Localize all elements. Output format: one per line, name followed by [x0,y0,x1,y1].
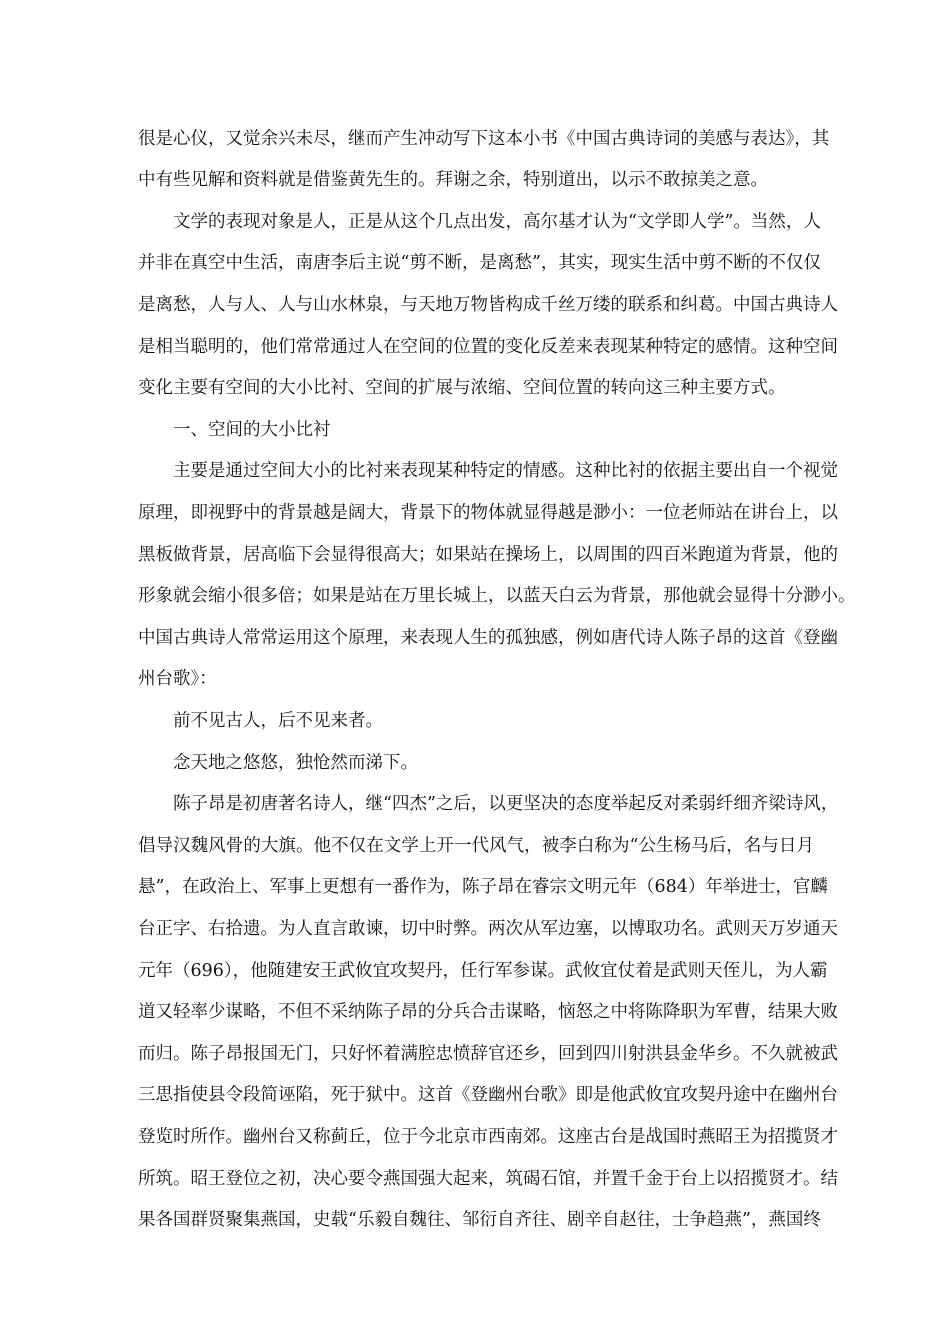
text-line: 很是心仪，又觉余兴未尽，继而产生冲动写下这本小书《中国古典诗词的美感与表达》，其 [138,129,830,149]
text-line: 中国古典诗人常常运用这个原理，来表现人生的孤独感，例如唐代诗人陈子昂的这首《登幽 [138,628,838,648]
poem-line: 念天地之悠悠，独怆然而涕下。 [173,753,418,773]
text-line: 原理，即视野中的背景越是阔大，背景下的物体就显得越是渺小：一位老师站在讲台上，以 [138,503,838,523]
text-line: 州台歌》： [138,669,217,689]
text-line: 主要是通过空间大小的比衬来表现某种特定的情感。这种比衬的依据主要出自一个视觉 [173,461,838,481]
poem-line: 前不见古人，后不见来者。 [173,711,383,731]
text-line: 元年（696），他随建安王武攸宜攻契丹，任行军参谋。武攸宜仗着是武则天侄儿，为人霸 [138,961,828,981]
text-line: 果各国群贤聚集燕国，史载“乐毅自魏往、邹衍自齐往、剧辛自赵往，士争趋燕”，燕国终 [138,1210,821,1230]
text-line: 道又轻率少谋略，不但不采纳陈子昂的分兵合击谋略，恼怒之中将陈降职为军曹，结果大败 [138,1002,838,1022]
text-line: 倡导汉魏风骨的大旗。他不仅在文学上开一代风气，被李白称为“公生杨马后，名与日月 [138,836,814,856]
text-line: 台正字、右拾遗。为人直言敢谏，切中时弊。两次从军边塞，以博取功名。武则天万岁通天 [138,919,838,939]
text-line: 并非在真空中生活，南唐李后主说“剪不断，是离愁”，其实，现实生活中剪不断的不仅仅 [138,253,821,273]
text-line: 是相当聪明的，他们常常通过人在空间的位置的变化反差来表现某种特定的感情。这种空间 [138,337,838,357]
section-heading: 一、空间的大小比衬 [173,420,331,440]
text-line: 陈子昂是初唐著名诗人，继“四杰”之后，以更坚决的态度举起反对柔弱纤细齐梁诗风， [173,794,839,814]
text-line: 而归。陈子昂报国无门，只好怀着满腔忠愤辞官还乡，回到四川射洪县金华乡。不久就被武 [138,1044,838,1064]
text-line: 登览时所作。幽州台又称蓟丘，位于今北京市西南郊。这座古台是战国时燕昭王为招揽贤才 [138,1127,838,1147]
text-line: 黑板做背景，居高临下会显得很高大；如果站在操场上，以周围的四百米跑道为背景，他的 [138,545,838,565]
text-line: 是离愁，人与人、人与山水林泉，与天地万物皆构成千丝万缕的联系和纠葛。中国古典诗人 [138,295,838,315]
text-line: 中有些见解和资料就是借鉴黄先生的。拜谢之余，特别道出，以示不敢掠美之意。 [138,170,768,190]
text-line: 文学的表现对象是人，正是从这个几点出发，高尔基才认为“文学即人学”。当然，人 [173,212,821,232]
text-line: 所筑。昭王登位之初，决心要令燕国强大起来，筑碣石馆，并置千金于台上以招揽贤才。结 [138,1169,838,1189]
text-line: 悬”，在政治上、军事上更想有一番作为，陈子昂在睿宗文明元年（684）年举进士，官麟 [138,877,828,897]
text-line: 形象就会缩小很多倍；如果是站在万里长城上，以蓝天白云为背景，那他就会显得十分渺小。 [138,586,856,606]
text-line: 三思指使县令段简诬陷，死于狱中。这首《登幽州台歌》即是他武攸宜攻契丹途中在幽州台 [138,1085,838,1105]
text-line: 变化主要有空间的大小比衬、空间的扩展与浓缩、空间位置的转向这三种主要方式。 [138,378,786,398]
